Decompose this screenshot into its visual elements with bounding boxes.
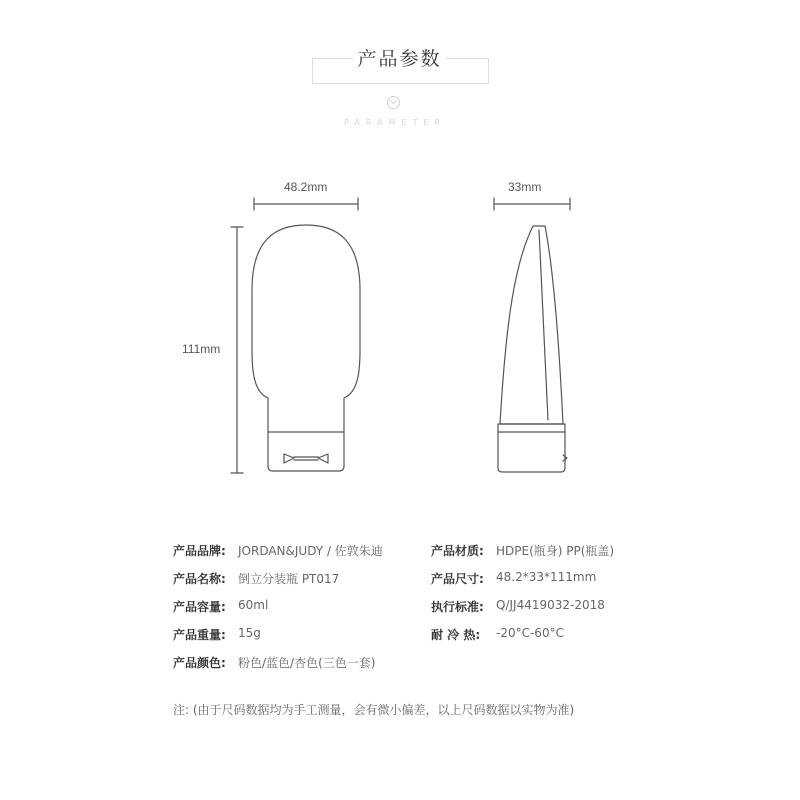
spec-value-color: 粉色/蓝色/杏色(三色一套) [238,656,376,670]
spec-value-size: 48.2*33*111mm [496,570,597,584]
measurement-note: 注: (由于尺码数据均为手工测量，会有微小偏差，以上尺码数据以实物为准) [173,703,575,717]
spec-value-brand: JORDAN&JUDY / 佐敦朱迪 [238,544,383,558]
front-width-arrow [254,198,358,210]
spec-value-standard: Q/JJ4419032-2018 [496,598,605,612]
spec-label-standard: 执行标准: [431,600,484,614]
spec-value-material: HDPE(瓶身) PP(瓶盖) [496,544,615,558]
bottle-front-view [252,225,360,471]
page-title-text: 产品参数 [353,48,445,70]
front-width-label: 48.2mm [284,180,328,194]
side-width-label: 33mm [508,180,542,194]
bottle-side-view [498,226,567,472]
spec-label-capacity: 产品容量: [173,600,226,614]
spec-label-weight: 产品重量: [173,628,226,642]
spec-label-material: 产品材质: [431,544,484,558]
spec-label-brand: 产品品牌: [173,544,226,558]
height-label: 111mm [182,342,221,356]
spec-label-name: 产品名称: [173,572,226,586]
spec-label-color: 产品颜色: [173,656,226,670]
bow-icon [284,454,328,463]
spec-value-name: 倒立分装瓶 PT017 [238,572,340,586]
height-arrow [231,227,243,473]
spec-label-temperature: 耐 冷 热: [431,628,481,642]
spec-value-temperature: -20°C-60°C [496,626,564,640]
spec-value-capacity: 60ml [238,598,269,612]
page-subtitle: PARAMETER [344,118,446,127]
side-width-arrow [494,198,570,210]
spec-label-size: 产品尺寸: [431,572,484,586]
spec-value-weight: 15g [238,626,261,640]
